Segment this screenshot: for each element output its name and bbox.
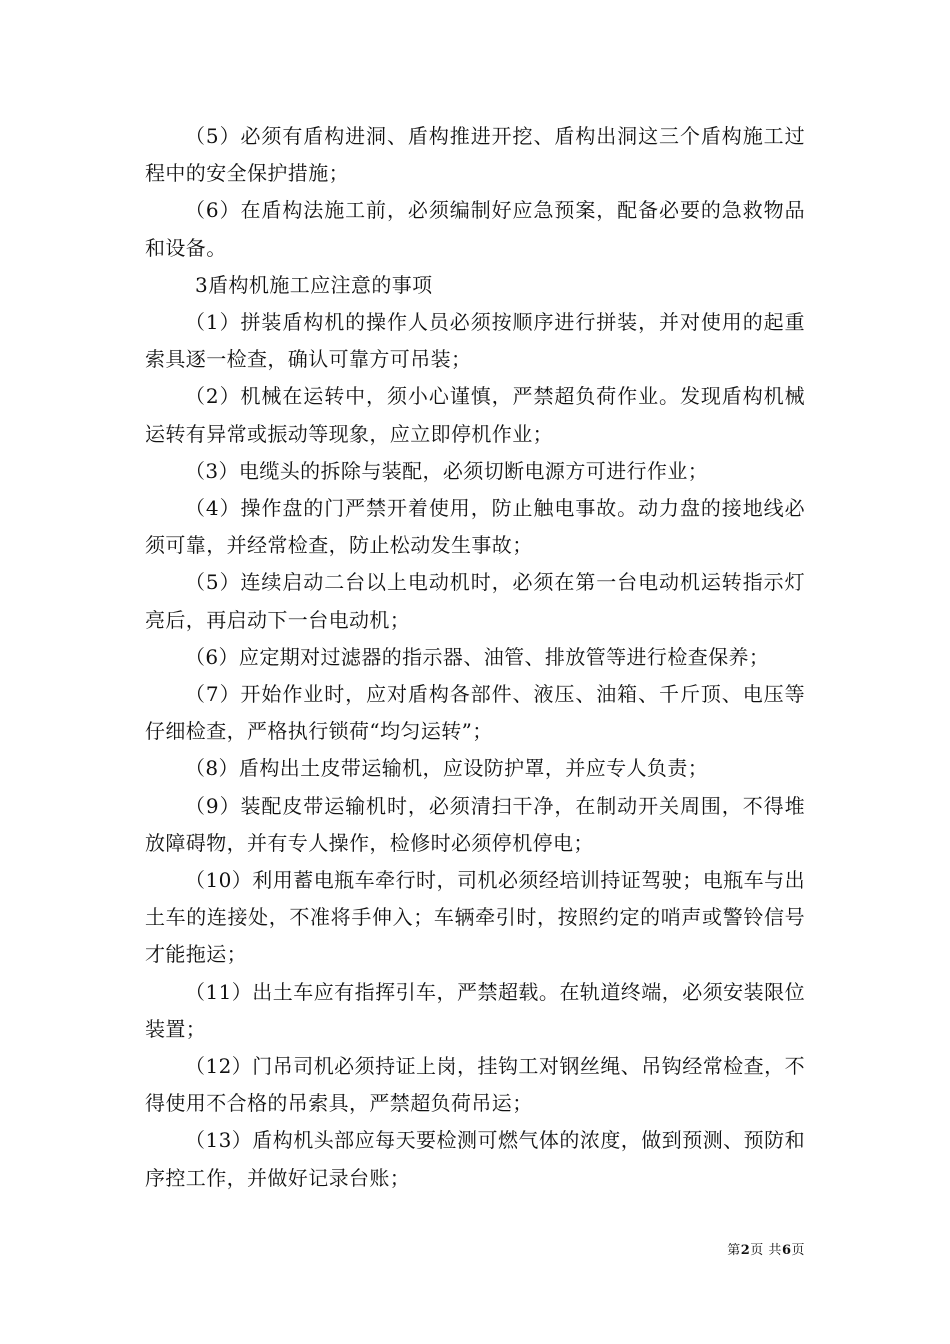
paragraph-item-6: （6）应定期对过滤器的指示器、油管、排放管等进行检查保养； (185, 644, 770, 669)
paragraph-item-13: （13）盾构机头部应每天要检测可燃气体的浓度，做到预测、预防和序控工作，并做好记录台账； (145, 1128, 805, 1190)
paragraph-5-shield-safety: （5）必须有盾构进洞、盾构推进开挖、盾构出洞这三个盾构施工过程中的安全保护措施； (145, 124, 805, 186)
footer-middle: 页 共 (750, 1243, 782, 1258)
paragraph-item-8: （8）盾构出土皮带运输机，应设防护罩，并应专人负责； (185, 756, 709, 781)
total-page-number: 6 (781, 1243, 792, 1258)
paragraph-item-7: （7）开始作业时，应对盾构各部件、液压、油箱、千斤顶、电压等仔细检查，严格执行锁荷“均匀运转”； (145, 682, 805, 744)
section-heading-3: 3盾构机施工应注意的事项 (195, 272, 433, 297)
paragraph-6-emergency-plan: （6）在盾构法施工前，必须编制好应急预案，配备必要的急救物品和设备。 (145, 198, 805, 260)
paragraph-item-12: （12）门吊司机必须持证上岗，挂钩工对钢丝绳、吊钩经常检查，不得使用不合格的吊索具，严禁超负荷吊运； (145, 1054, 805, 1116)
paragraph-item-11: （11）出土车应有指挥引车，严禁超载。在轨道终端，必须安装限位装置； (145, 979, 805, 1041)
footer-prefix: 第 (727, 1243, 741, 1258)
paragraph-item-10: （10）利用蓄电瓶车牵行时，司机必须经培训持证驾驶；电瓶车与出土车的连接处，不准将手伸入；车辆牵引时，按照约定的哨声或警铃信号才能拖运； (145, 868, 805, 967)
document-body (145, 118, 805, 1197)
paragraph-item-5: （5）连续启动二台以上电动机时，必须在第一台电动机运转指示灯亮后，再启动下一台电动机； (145, 570, 805, 632)
page-footer (727, 1243, 805, 1259)
paragraph-item-3: （3）电缆头的拆除与装配，必须切断电源方可进行作业； (185, 458, 709, 483)
footer-suffix: 页 (791, 1243, 805, 1258)
paragraph-item-1: （1）拼装盾构机的操作人员必须按顺序进行拼装，并对使用的起重索具逐一检查，确认可靠方可吊装； (145, 310, 805, 372)
current-page-number: 2 (740, 1243, 751, 1258)
paragraph-item-4: （4）操作盘的门严禁开着使用，防止触电事故。动力盘的接地线必须可靠，并经常检查，防止松动发生事故； (145, 496, 805, 558)
paragraph-item-9: （9）装配皮带运输机时，必须清扫干净，在制动开关周围，不得堆放障碍物，并有专人操作，检修时必须停机停电； (145, 793, 805, 855)
paragraph-item-2: （2）机械在运转中，须小心谨慎，严禁超负荷作业。发现盾构机械运转有异常或振动等现象，应立即停机作业； (145, 384, 805, 446)
